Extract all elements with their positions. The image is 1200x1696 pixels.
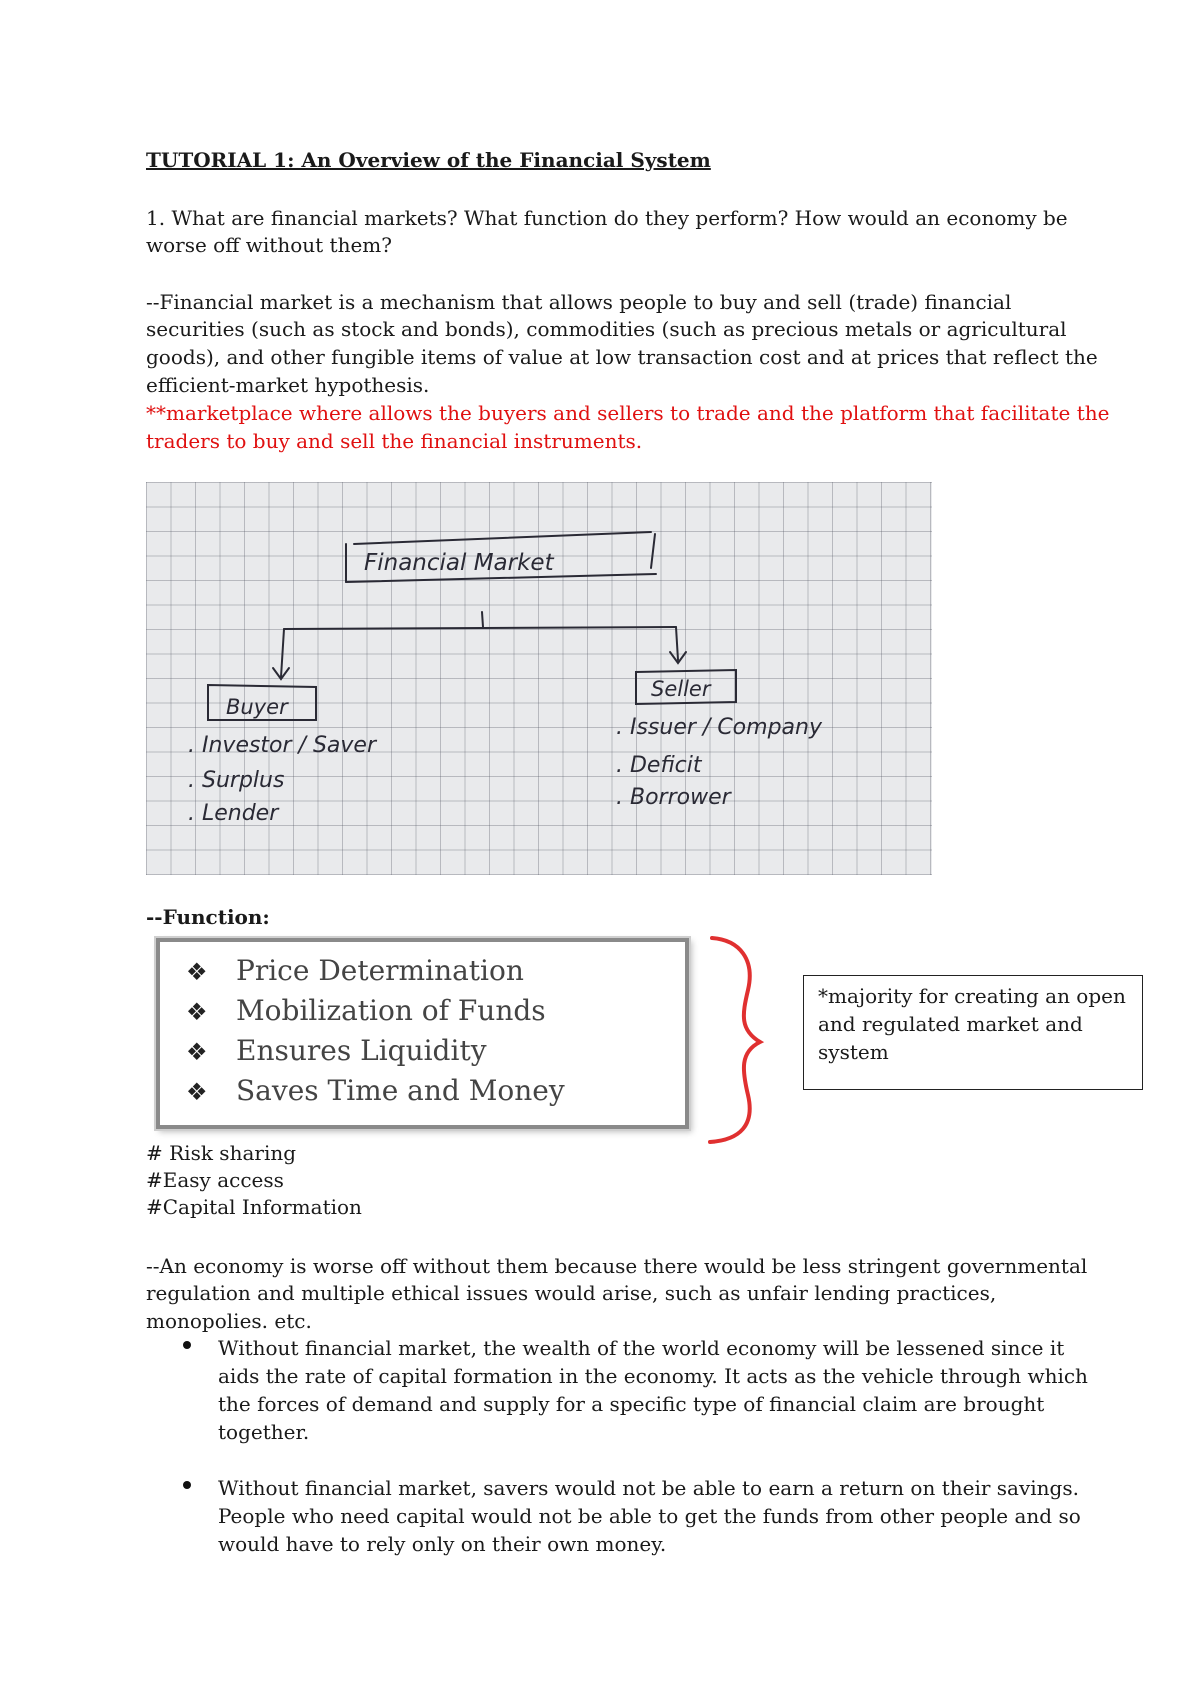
sketch-seller-item: . Deficit	[616, 753, 702, 778]
diamond-bullet-icon: ❖	[186, 998, 208, 1026]
bullet-dot-icon	[183, 1481, 191, 1489]
economy-line-3: monopolies. etc.	[146, 1309, 312, 1333]
question-line-1: 1. What are financial markets? What function do they perform? How would an economy be	[146, 206, 1068, 230]
function-item: ❖ Ensures Liquidity	[186, 1034, 487, 1067]
handwritten-diagram	[146, 482, 932, 875]
page-title: TUTORIAL 1: An Overview of the Financial System	[146, 148, 711, 172]
note-line: *majority for creating an open	[818, 984, 1126, 1008]
note-box	[803, 975, 1143, 1090]
function-item: ❖ Mobilization of Funds	[186, 994, 546, 1027]
economy-line-1: --An economy is worse off without them because there would be less stringent governmental	[146, 1254, 1088, 1278]
function-heading: --Function:	[146, 905, 270, 929]
function-item: ❖ Saves Time and Money	[186, 1074, 565, 1107]
red-curly-brace-icon	[700, 930, 780, 1150]
bullet-line: the forces of demand and supply for a specific type of financial claim are brought	[218, 1392, 1045, 1416]
bullet-line: together.	[218, 1420, 310, 1444]
sketch-seller-item: . Borrower	[616, 785, 731, 810]
sketch-buyer-item: . Lender	[188, 801, 279, 826]
economy-line-2: regulation and multiple ethical issues would arise, such as unfair lending practices,	[146, 1281, 997, 1305]
answer-line-4: efficient-market hypothesis.	[146, 373, 430, 397]
sketch-buyer-item: . Surplus	[188, 768, 285, 793]
bullet-line: Without financial market, the wealth of the world economy will be lessened since it	[218, 1336, 1065, 1360]
diamond-bullet-icon: ❖	[186, 1038, 208, 1066]
function-item: ❖ Price Determination	[186, 954, 524, 987]
diamond-bullet-icon: ❖	[186, 1078, 208, 1106]
answer-line-1: --Financial market is a mechanism that allows people to buy and sell (trade) financial	[146, 290, 1012, 314]
function-list-box	[156, 938, 689, 1129]
hash-item: #Easy access	[146, 1168, 284, 1192]
answer-line-2: securities (such as stock and bonds), commodities (such as precious metals or agricultural	[146, 317, 1067, 341]
sketch-buyer-item: . Investor / Saver	[188, 733, 377, 758]
note-line: and regulated market and	[818, 1012, 1083, 1036]
hash-item: #Capital Information	[146, 1195, 362, 1219]
diamond-bullet-icon: ❖	[186, 958, 208, 986]
red-note-line-2: traders to buy and sell the financial instruments.	[146, 429, 643, 453]
sketch-buyer-label: Buyer	[226, 695, 288, 719]
answer-line-3: goods), and other fungible items of value at low transaction cost and at prices that reflect the	[146, 345, 1098, 369]
sketch-root-label: Financial Market	[364, 550, 554, 576]
bullet-dot-icon	[183, 1341, 191, 1349]
hash-item: # Risk sharing	[146, 1141, 297, 1165]
sketch-seller-label: Seller	[651, 677, 711, 701]
question-line-2: worse off without them?	[146, 233, 392, 257]
bullet-line: People who need capital would not be able to get the funds from other people and so	[218, 1504, 1081, 1528]
note-line: system	[818, 1040, 889, 1064]
sketch-seller-item: . Issuer / Company	[616, 715, 822, 740]
bullet-line: aids the rate of capital formation in the economy. It acts as the vehicle through which	[218, 1364, 1088, 1388]
bullet-line: would have to rely only on their own money.	[218, 1532, 667, 1556]
red-note-line-1: **marketplace where allows the buyers and sellers to trade and the platform that facilitate the	[146, 401, 1110, 425]
bullet-line: Without financial market, savers would not be able to earn a return on their savings.	[218, 1476, 1079, 1500]
